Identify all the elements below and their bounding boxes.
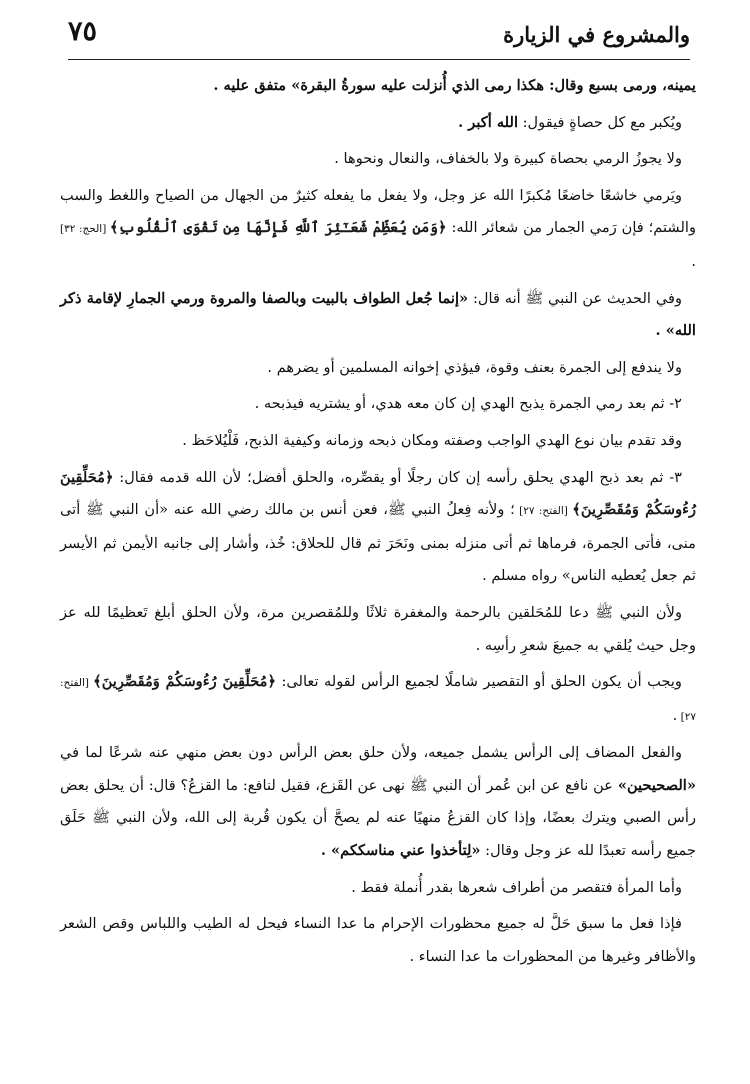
text-segment: ويجب أن يكون الحلق أو التقصير شاملًا لجميع الرأس لقوله تعالى:	[276, 673, 682, 691]
text-segment: ويُكبر مع كل حصاةٍ فيقول:	[518, 113, 682, 131]
text-segment: «أن النبي ﷺ أتى منى، فأتى الجمرة، فرماها ثم أتى منزله بمنى ونَحَرَ ثم قال للحلاق: خُذ، وأشار إلى جانبه الأيمن ثم الأيسر ثم جعل يُعطيه الناس»	[60, 501, 696, 585]
text-segment: «لِتأخذوا عني مناسككم» .	[320, 842, 481, 860]
body-paragraph	[60, 737, 696, 867]
body-paragraph	[60, 352, 696, 385]
text-segment: وقد تقدم بيان نوع الهدي الواجب وصفته ومكان ذبحه وزمانه وكيفية الذبح، فَلْيُلاحَظ .	[182, 431, 682, 449]
quran-verse: ﴿مُحَلِّقِينَ رُءُوسَكُمْ وَمُقَصِّرِينَ﴾	[93, 673, 277, 691]
body-paragraph	[60, 462, 696, 593]
page-body	[60, 70, 696, 977]
body-paragraph	[60, 908, 696, 973]
body-paragraph	[60, 180, 696, 279]
body-paragraph	[60, 283, 696, 348]
body-paragraph	[60, 425, 696, 458]
body-paragraph	[60, 872, 696, 905]
chapter-title: والمشروع في الزيارة	[503, 22, 690, 47]
body-paragraph	[60, 107, 696, 140]
text-segment: يمينه، ورمى بسبع وقال: هكذا رمى الذي أُنزلت عليه سورةُ البقرة» متفق عليه .	[213, 77, 696, 94]
text-segment: الله أكبر .	[458, 113, 518, 131]
text-segment: ولا يندفع إلى الجمرة بعنف وقوة، فيؤذي إخوانه المسلمين أو يضرهم .	[267, 358, 682, 376]
text-segment: والفعل المضاف إلى الرأس يشمل جميعه، ولأن حلق بعض الرأس دون بعض منهي عنه شرعًا لما في	[60, 744, 682, 762]
text-segment: ٣- ثم بعد ذبح الهدي يحلق رأسه إن كان رجلًا أو يقصِّره، والحلق أفضل؛ لأن الله قدمه فقال:	[113, 468, 682, 486]
body-paragraph	[60, 666, 696, 733]
text-segment: ٢- ثم بعد رمي الجمرة يذبح الهدي إن كان معه هدي، أو يشتريه فيذبحه .	[254, 395, 682, 413]
running-header	[68, 16, 690, 60]
text-segment: .	[691, 252, 696, 270]
verse-reference: [الفتح: ٢٧]	[514, 505, 573, 518]
header-rule	[68, 59, 690, 60]
body-paragraph	[60, 388, 696, 421]
page-number: ٧٥	[68, 16, 98, 47]
body-paragraph	[60, 597, 696, 662]
text-segment: فإذا فعل ما سبق حَلَّ له جميع محظورات الإحرام ما عدا النساء فيحل له الطيب واللباس وقص الشعر والأظافر وغيرها من المحظورات ما عدا النساء .	[60, 915, 696, 965]
text-segment: «إنما جُعل الطواف بالبيت وبالصفا والمروة ورمي الجمارِ لإقامة ذكر الله» .	[60, 289, 696, 340]
text-segment: ويَرمي خاشعًا خاضعًا مُكبرًا الله عز وجل، ولا يفعل ما يفعله كثيرٌ من الجهال من الصياح واللغط والسب والشتم؛ فإن رَمي الجمار من شعائر الله:	[60, 186, 696, 237]
text-segment: وأما المرأة فتقصر من أطراف شعرها بقدر أُنملة فقط .	[351, 878, 682, 896]
body-paragraph	[60, 143, 696, 176]
text-segment: ؛ ولأنه فِعلُ النبي ﷺ، فعن أنس بن مالك رضي الله عنه	[168, 501, 515, 519]
body-paragraph	[60, 70, 696, 103]
text-segment: رواه مسلم .	[482, 567, 562, 585]
text-segment: عن نافع عن ابن عُمر أن النبي ﷺ نهى عن القَزع، فقيل لنافع: ما القزعُ؟ قال: أن يحلق بعض رأس الصبي ويترك بعضًا، وإذا كان القزعُ منهيًا عنه لم يصحَّ أن يكون قُربة إلى الله، ولأن النبي ﷺ حَلَق جميع رأسه تعبدًا لله عز وجل وقال:	[60, 776, 696, 860]
text-segment: وفي الحديث عن النبي ﷺ أنه قال:	[468, 289, 683, 307]
text-segment: ولأن النبي ﷺ دعا للمُحَلقين بالرحمة والمغفرة ثلاثًا وللمُقصرين مرة، ولأن الحلق أبلغ تَعظيمًا لله عز وجل حيث يُلقي به جميعَ شعرِ رأسِه .	[60, 603, 696, 654]
quran-verse: ﴿مُحَلِّقِينَ رُءُوسَكُمْ وَمُقَصِّرِينَ﴾	[60, 468, 697, 519]
quran-verse: ﴿وَمَن يُعَظِّمْ شَعَـٰٓئِرَ ٱللَّهِ فَإِنَّهَا مِن تَقْوَى ٱلْقُلُوبِ﴾	[109, 219, 447, 237]
verse-reference: [الحج: ٣٢]	[60, 223, 110, 236]
text-segment: ولا يجوزُ الرمي بحصاة كبيرة ولا بالخفاف، والنعال ونحوها .	[334, 150, 682, 168]
verse-reference: [الفتح: ٢٧]	[60, 677, 696, 723]
text-segment: .	[672, 706, 678, 724]
text-segment: «الصحيحين»	[617, 776, 696, 794]
